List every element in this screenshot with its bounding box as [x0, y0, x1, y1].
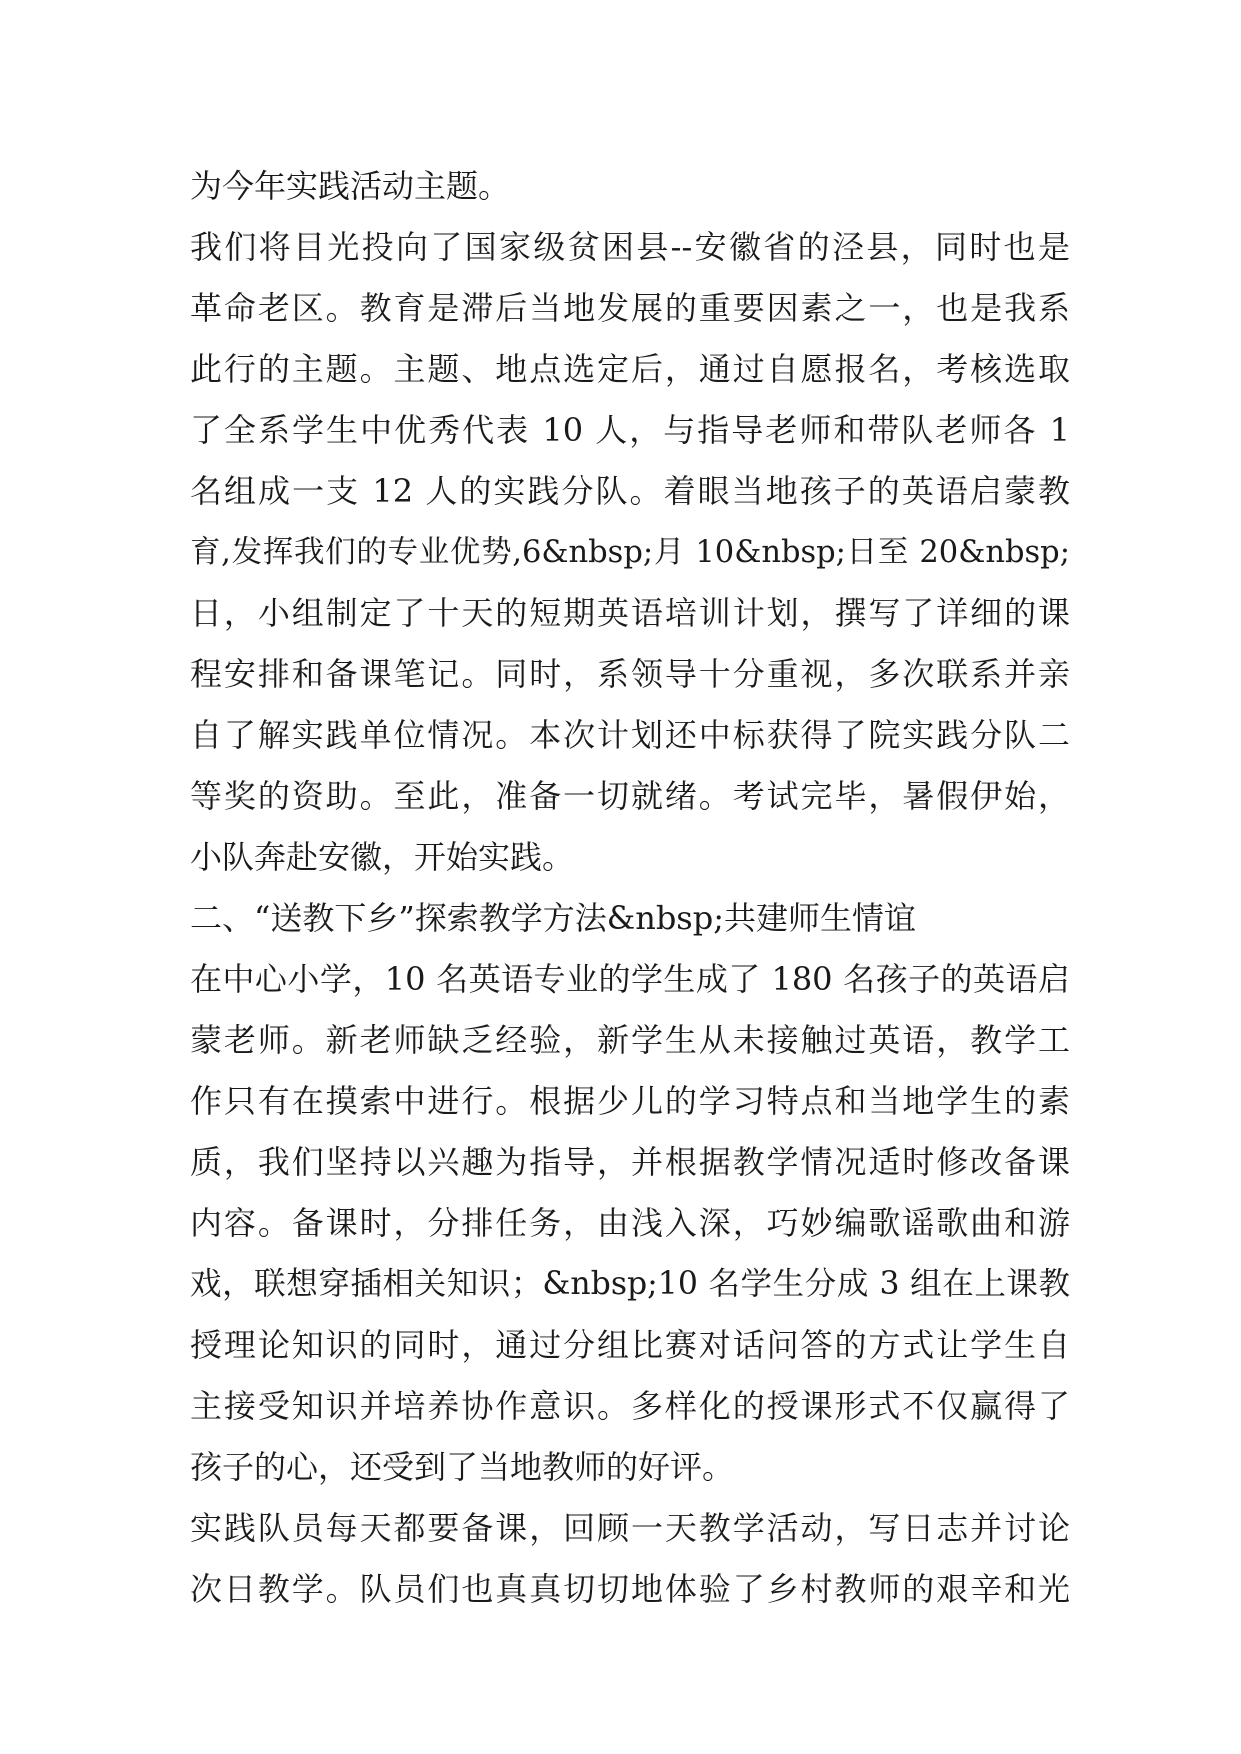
text-line: 主接受知识并培养协作意识。多样化的授课形式不仅赢得了 [190, 1387, 1070, 1425]
text-line: 蒙老师。新老师缺乏经验，新学生从未接触过英语，教学工 [190, 1021, 1070, 1059]
text-line: 实践队员每天都要备课，回顾一天教学活动，写日志并讨论 [190, 1509, 1070, 1547]
text-line: 革命老区。教育是滞后当地发展的重要因素之一，也是我系 [190, 289, 1070, 327]
text-line: 名组成一支 12 人的实践分队。着眼当地孩子的英语启蒙教 [190, 472, 1070, 510]
text-line: 为今年实践活动主题。 [190, 167, 511, 205]
text-line: 日，小组制定了十天的短期英语培训计划，撰写了详细的课 [190, 594, 1070, 632]
text-line: 了全系学生中优秀代表 10 人，与指导老师和带队老师各 1 [190, 411, 1070, 449]
text-line: 内容。备课时，分排任务，由浅入深，巧妙编歌谣歌曲和游 [190, 1204, 1070, 1242]
text-line: 此行的主题。主题、地点选定后，通过自愿报名，考核选取 [190, 350, 1070, 388]
text-line: 二、“送教下乡”探索教学方法&nbsp;共建师生情谊 [190, 899, 916, 937]
text-line: 我们将目光投向了国家级贫困县--安徽省的泾县，同时也是 [190, 228, 1070, 266]
text-line: 戏，联想穿插相关知识；&nbsp;10 名学生分成 3 组在上课教 [190, 1266, 1070, 1302]
body-text [190, 156, 1070, 1620]
text-line: 质，我们坚持以兴趣为指导，并根据教学情况适时修改备课 [190, 1143, 1070, 1181]
text-line: 小队奔赴安徽，开始实践。 [190, 838, 575, 876]
text-line: 程安排和备课笔记。同时，系领导十分重视，多次联系并亲 [190, 655, 1070, 693]
text-line: 作只有在摸索中进行。根据少儿的学习特点和当地学生的素 [190, 1082, 1070, 1120]
text-line: 孩子的心，还受到了当地教师的好评。 [190, 1448, 735, 1486]
text-line: 次日教学。队员们也真真切切地体验了乡村教师的艰辛和光 [190, 1570, 1070, 1608]
text-line: 等奖的资助。至此，准备一切就绪。考试完毕，暑假伊始， [190, 777, 1070, 815]
text-line: 自了解实践单位情况。本次计划还中标获得了院实践分队二 [190, 716, 1070, 754]
text-line: 在中心小学，10 名英语专业的学生成了 180 名孩子的英语启 [190, 960, 1070, 998]
text-line: 授理论知识的同时，通过分组比赛对话问答的方式让学生自 [190, 1326, 1070, 1364]
text-line: 育,发挥我们的专业优势,6&nbsp;月 10&nbsp;日至 20&nbsp; [190, 535, 1070, 570]
